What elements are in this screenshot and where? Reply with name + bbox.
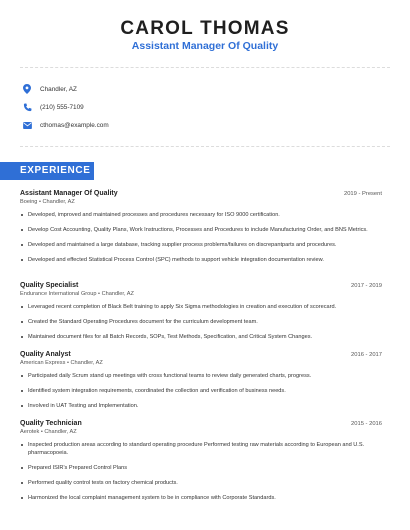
job-bullet: Developed, improved and maintained processes and procedures necessary for ISO 9000 certification. bbox=[20, 211, 382, 219]
job-entry bbox=[20, 420, 382, 509]
phone-text: (210) 555-7109 bbox=[40, 103, 84, 111]
job-bullet: Developed and effected Statistical Process Control (SPC) methods to support vehicle integration documentation review. bbox=[20, 256, 382, 264]
header-divider bbox=[20, 67, 390, 68]
job-title: Quality Specialist bbox=[20, 282, 79, 289]
job-company: Aerotek • Chandler, AZ bbox=[20, 429, 77, 435]
job-dates: 2019 - Present bbox=[343, 191, 382, 197]
job-bullet: Participated daily Scrum stand up meetings with cross functional teams to review daily generated charts, progress. bbox=[20, 372, 382, 380]
candidate-title: Assistant Manager Of Quality bbox=[131, 40, 279, 52]
job-title: Quality Technician bbox=[20, 420, 82, 427]
job-company: Boeing • Chandler, AZ bbox=[20, 199, 75, 205]
job-bullets bbox=[20, 303, 382, 341]
job-title: Quality Analyst bbox=[20, 351, 71, 358]
candidate-name: CAROL THOMAS bbox=[120, 18, 290, 39]
email-text: cthomas@example.com bbox=[40, 121, 109, 129]
envelope-icon bbox=[21, 119, 33, 131]
job-dates: 2016 - 2017 bbox=[351, 352, 382, 358]
job-bullet: Leveraged recent completion of Black Belt training to apply Six Sigma methodologies in creation and execution of scorecard. bbox=[20, 303, 382, 311]
job-bullet: Developed and maintained a large database, tracking supplier process problems/failures on discrepantparts and procedures. bbox=[20, 241, 382, 249]
job-bullet: Maintained document files for all Batch Records, SOPs, Test Methods, Specification, and Critical System Changes. bbox=[20, 333, 382, 341]
map-pin-icon bbox=[21, 83, 33, 95]
job-bullet: Inspected production areas according to standard operating procedure Performed testing raw materials according to European and U.S. pharmacopoeia. bbox=[20, 441, 382, 457]
phone-icon bbox=[21, 101, 33, 113]
job-bullets bbox=[20, 211, 382, 264]
job-bullets bbox=[20, 441, 382, 502]
job-title: Assistant Manager Of Quality bbox=[20, 190, 118, 197]
experience-heading: EXPERIENCE bbox=[20, 165, 91, 176]
job-bullet: Prepared ISIR's Prepared Control Plans bbox=[20, 464, 382, 472]
job-bullet: Identified system integration requirements, coordinated the collection and verification of business needs. bbox=[20, 387, 382, 395]
job-entry bbox=[20, 351, 382, 417]
job-dates: 2015 - 2016 bbox=[351, 421, 382, 427]
job-company: American Express • Chandler, AZ bbox=[20, 360, 103, 366]
job-bullet: Harmonized the local complaint management system to be in compliance with Corporate Standards. bbox=[20, 494, 382, 502]
job-entry bbox=[20, 282, 382, 348]
job-company: Endurance International Group • Chandler, AZ bbox=[20, 291, 134, 297]
job-bullet: Develop Cost Accounting, Quality Plans, Work Instructions, Processes and Procedures to include Manufacturing Order, and BNS Metrics. bbox=[20, 226, 382, 234]
job-bullet: Created the Standard Operating Procedures document for the curriculum development team. bbox=[20, 318, 382, 326]
job-dates: 2017 - 2019 bbox=[351, 283, 382, 289]
location-text: Chandler, AZ bbox=[40, 85, 77, 93]
job-entry bbox=[20, 190, 382, 271]
contact-phone bbox=[21, 100, 84, 114]
job-bullet: Performed quality control tests on factory chemical products. bbox=[20, 479, 382, 487]
job-bullets bbox=[20, 372, 382, 410]
contact-email bbox=[21, 118, 109, 132]
contact-location bbox=[21, 82, 77, 96]
job-bullet: Involved in UAT Testing and Implementation. bbox=[20, 402, 382, 410]
contact-divider bbox=[20, 146, 390, 147]
